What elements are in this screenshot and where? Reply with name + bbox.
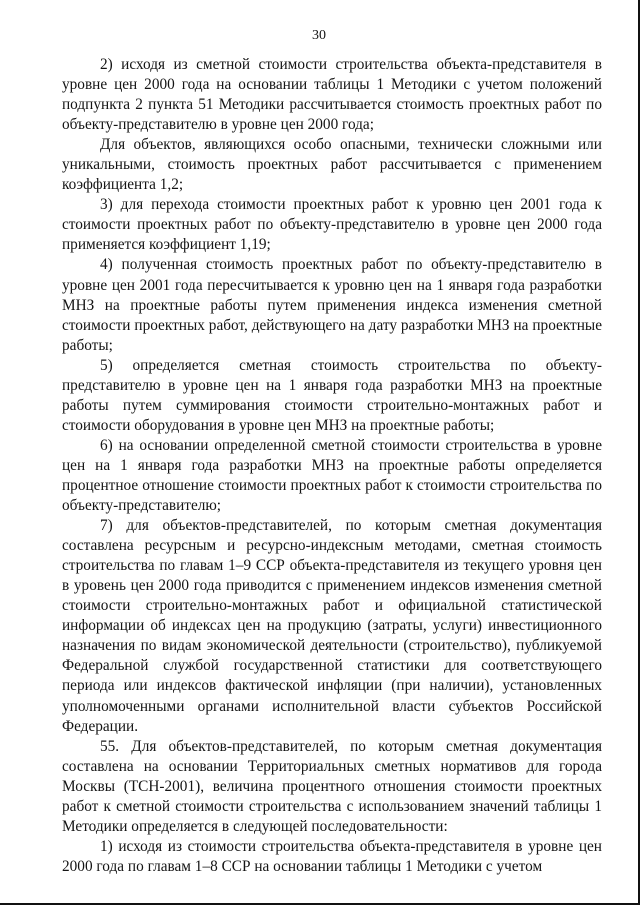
- paragraph-special-objects: Для объектов, являющихся особо опасными, технически сложными или уникальными, стоимость проектных работ рассчитывается с применением коэффициента 1,2;: [62, 136, 602, 194]
- page-number: 30: [312, 28, 326, 43]
- paragraph-section-55-item-1: 1) исходя из стоимости строительства объекта-представителя в уровне цен 2000 года по главам 1–8 ССР на основании таблицы 1 Методики с учетом: [62, 837, 602, 875]
- paragraph-item-4: 4) полученная стоимость проектных работ по объекту-представителю в уровне цен 2001 года пересчитывается к уровню цен на 1 января года разработки МНЗ на проектные работы путем применения индекса изменения сметной стоимости проектных работ, действующего на дату разработки МНЗ на проектные работы;: [62, 256, 602, 354]
- paragraph-item-5: 5) определяется сметная стоимость строительства по объекту-представителю в уровне цен на 1 января года разработки МНЗ на проектные работы путем суммирования стоимости строительно-монтажных работ и стоимости оборудования в уровне цен МНЗ на проектные работы;: [62, 356, 602, 434]
- paragraph-section-55: 55. Для объектов-представителей, по которым сметная документация составлена на основании Территориальных сметных нормативов для города Москвы (ТСН-2001), величина процентного отношения стоимости проектных работ к сметной стоимости строительства с использованием значений таблицы 1 Методики определяется в следующей последовательности:: [62, 737, 602, 835]
- paragraph-item-6: 6) на основании определенной сметной стоимости строительства в уровне цен на 1 января года разработки МНЗ на проектные работы определяется процентное отношение стоимости проектных работ к стоимости строительства по объекту-представителю;: [62, 436, 602, 515]
- paragraph-item-3: 3) для перехода стоимости проектных работ к уровню цен 2001 года к стоимости проектных работ по объекту-представителю в уровне цен 2000 года применяется коэффициент 1,19;: [62, 196, 602, 254]
- paragraph-item-2: 2) исходя из сметной стоимости строительства объекта-представителя в уровне цен 2000 года на основании таблицы 1 Методики с учетом положений подпункта 2 пункта 51 Методики рассчитывается стоимость проектных работ по объекту-представителю в уровне цен 2000 года;: [62, 56, 602, 134]
- paragraph-item-7: 7) для объектов-представителей, по которым сметная документация составлена ресурсным и ресурсно-индексным методами, сметная стоимость строительства по главам 1–9 ССР объекта-представителя из текущего уровня цен в уровень цен 2000 года приводится с применением индексов изменения сметной стоимости строительно-монтажных работ и официальной статистической информации об индексах цен на продукцию (затраты, услуги) инвестиционного назначения по видам экономической деятельности (строительство), публикуемой Федеральной службой государственной статистики для соответствующего периода или индексов фактической инфляции (при наличии), установленных уполномоченными органами исполнительной власти субъектов Российской Федерации.: [62, 517, 602, 735]
- document-body: [62, 55, 602, 877]
